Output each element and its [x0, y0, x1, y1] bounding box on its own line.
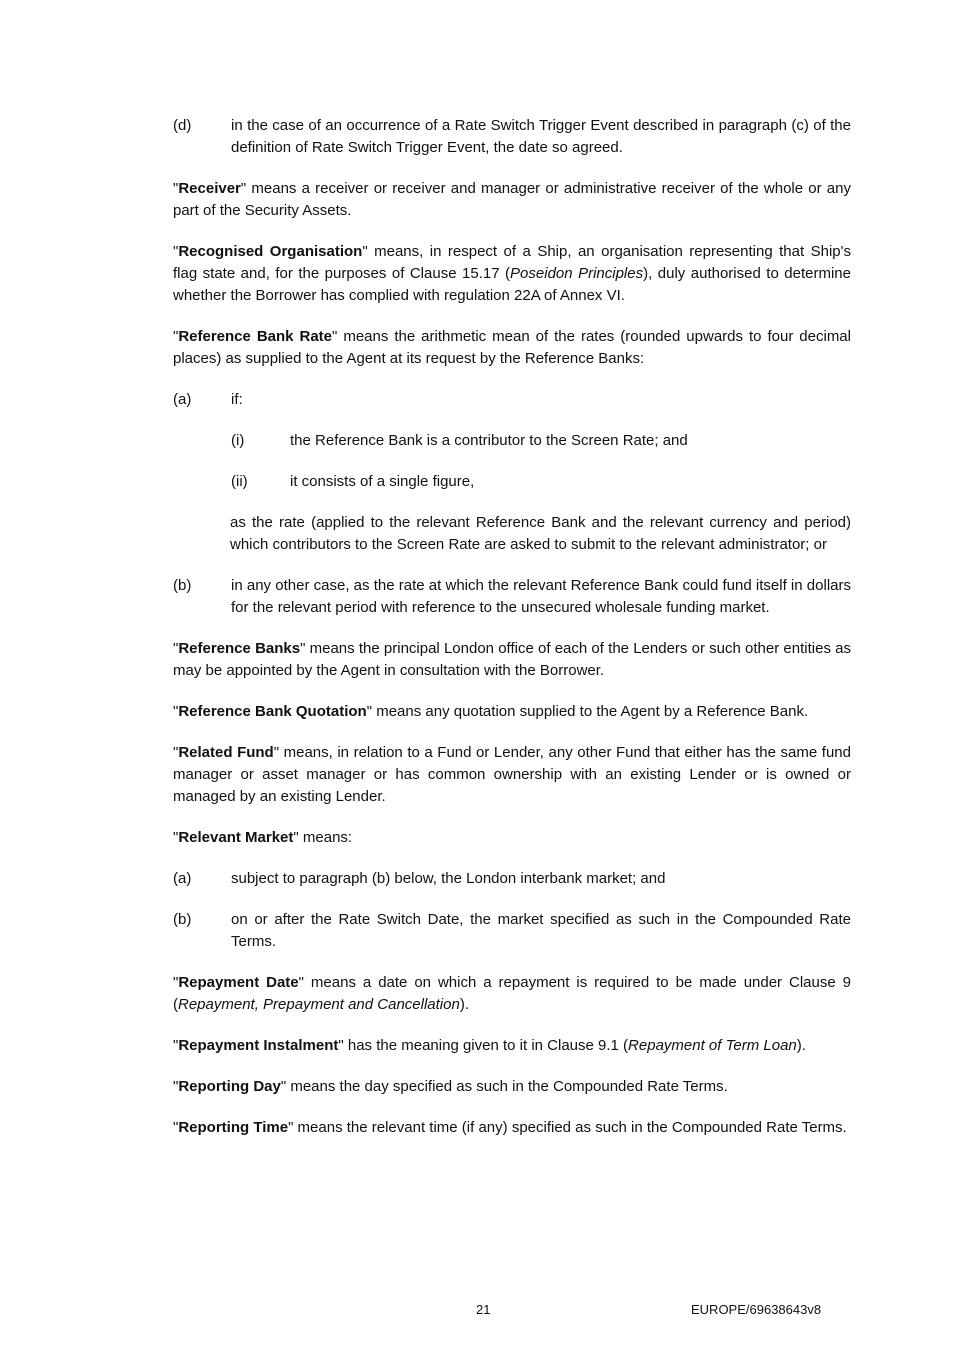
- list-text: in the case of an occurrence of a Rate Switch Trigger Event described in paragraph (c) of the definition of Rate Switch Trigger Event, the date so agreed.: [231, 117, 851, 156]
- list-item-b: [173, 575, 851, 619]
- list-number: (a): [173, 391, 192, 408]
- definition-reference-bank-quotation: "Reference Bank Quotation" means any quotation supplied to the Agent by a Reference Bank.: [173, 703, 809, 720]
- defined-term: Reporting Time: [178, 1119, 289, 1136]
- list-item-a: [173, 389, 851, 411]
- list-text: in any other case, as the rate at which the relevant Reference Bank could fund itself in dollars for the relevant period with reference to the unsecured wholesale funding market.: [231, 577, 851, 616]
- defined-term: Reference Bank Quotation: [178, 703, 367, 720]
- document-body: [173, 115, 851, 1158]
- list-number: (a): [173, 870, 192, 887]
- list-text: it consists of a single figure,: [290, 473, 475, 490]
- definition-reference-bank-rate: "Reference Bank Rate" means the arithmetic mean of the rates (rounded upwards to four decimal places) as supplied to the Agent at its request by the Reference Banks:: [173, 328, 851, 367]
- clause-title: Poseidon Principles: [510, 265, 644, 282]
- list-text: the Reference Bank is a contributor to the Screen Rate; and: [290, 432, 688, 449]
- list-item-rm-a: [173, 868, 851, 890]
- definition-repayment-date: "Repayment Date" means a date on which a repayment is required to be made under Clause 9 (Repayment, Prepayment and Cancellation).: [173, 974, 851, 1013]
- definition-reporting-day: "Reporting Day" means the day specified as such in the Compounded Rate Terms.: [173, 1078, 728, 1095]
- defined-term: Reporting Day: [178, 1078, 281, 1095]
- clause-title: Repayment of Term Loan: [628, 1037, 797, 1054]
- list-text: if:: [231, 391, 243, 408]
- list-number: (d): [173, 117, 192, 134]
- clause-title: Repayment, Prepayment and Cancellation: [178, 996, 460, 1013]
- list-item-d: [173, 115, 851, 159]
- definition-relevant-market: "Relevant Market" means:: [173, 829, 353, 846]
- defined-term: Reference Banks: [178, 640, 301, 657]
- list-text: on or after the Rate Switch Date, the market specified as such in the Compounded Rate Terms.: [231, 911, 851, 950]
- definition-recognised-organisation: "Recognised Organisation" means, in respect of a Ship, an organisation representing that Ship's flag state and, for the purposes of Clause 15.17 (Poseidon Principles), duly authorised to determine whether the Borrower has complied with regulation 22A of Annex VI.: [173, 243, 852, 304]
- defined-term: Repayment Instalment: [178, 1037, 339, 1054]
- definition-receiver: "Receiver" means a receiver or receiver and manager or administrative receiver of the whole or any part of the Security Assets.: [173, 180, 851, 219]
- list-number: (b): [173, 577, 192, 594]
- list-text: subject to paragraph (b) below, the London interbank market; and: [231, 870, 666, 887]
- defined-term: Related Fund: [178, 744, 274, 761]
- definition-related-fund: "Related Fund" means, in relation to a Fund or Lender, any other Fund that either has the same fund manager or asset manager or has common ownership with an existing Lender or is owned or managed by an existing Lender.: [173, 744, 851, 805]
- defined-term: Repayment Date: [178, 974, 299, 991]
- definition-reference-banks: "Reference Banks" means the principal London office of each of the Lenders or such other entities as may be appointed by the Agent in consultation with the Borrower.: [173, 640, 851, 679]
- page-number: 21: [476, 1302, 491, 1317]
- definition-reporting-time: "Reporting Time" means the relevant time (if any) specified as such in the Compounded Rate Terms.: [173, 1119, 847, 1136]
- defined-term: Recognised Organisation: [178, 243, 363, 260]
- list-item-rm-b: [173, 909, 851, 953]
- list-item-i: [231, 430, 851, 452]
- list-number: (ii): [231, 473, 248, 490]
- defined-term: Relevant Market: [178, 829, 294, 846]
- document-reference: EUROPE/69638643v8: [691, 1302, 822, 1317]
- definition-repayment-instalment: "Repayment Instalment" has the meaning given to it in Clause 9.1 (Repayment of Term Loan).: [173, 1037, 806, 1054]
- list-number: (i): [231, 432, 245, 449]
- defined-term: Reference Bank Rate: [178, 328, 333, 345]
- list-number: (b): [173, 911, 192, 928]
- defined-term: Receiver: [178, 180, 241, 197]
- continuation-text: as the rate (applied to the relevant Reference Bank and the relevant currency and period) which contributors to the Screen Rate are asked to submit to the relevant administrator; or: [230, 514, 851, 553]
- list-item-ii: [231, 471, 851, 493]
